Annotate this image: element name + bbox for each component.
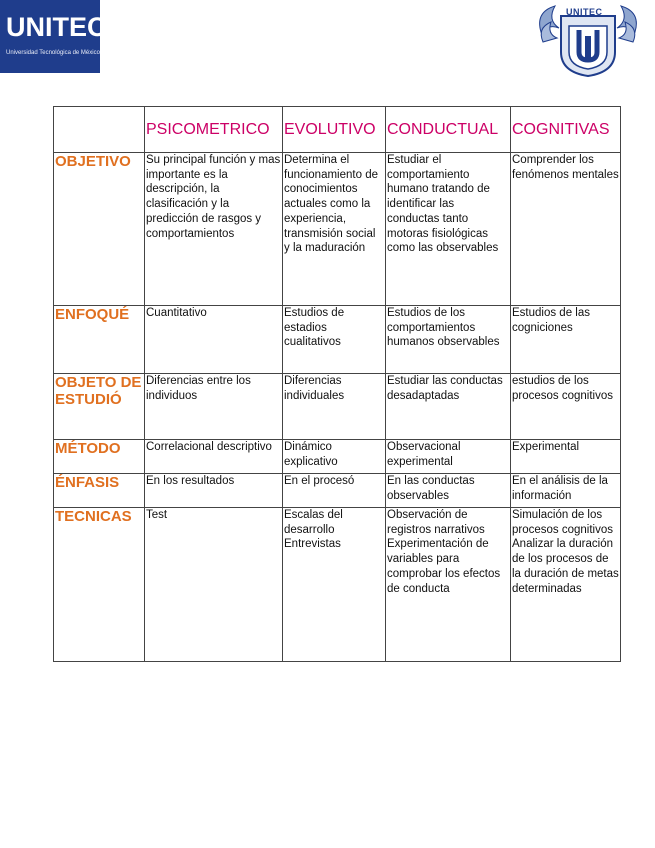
logo-brand-text: UNITEC [6, 12, 107, 42]
table-cell: Estudios de las cogniciones [511, 306, 621, 374]
row-label-tecnicas: TECNICAS [54, 508, 145, 662]
table-row [54, 508, 621, 662]
table-cell: Estudiar las conductas desadaptadas [386, 374, 511, 440]
table-cell: Diferencias individuales [283, 374, 386, 440]
table-cell: Determina el funcionamiento de conocimientos actuales como la experiencia, transmisión social y la maduración [283, 153, 386, 306]
table-row [54, 374, 621, 440]
table-cell: En el procesó [283, 474, 386, 508]
table-cell: Simulación de los procesos cognitivos Analizar la duración de los procesos de la duración de metas determinadas [511, 508, 621, 662]
table-cell: Dinámico explicativo [283, 440, 386, 474]
header-evolutivo: EVOLUTIVO [283, 107, 386, 153]
table-cell: Diferencias entre los individuos [145, 374, 283, 440]
table-cell: Comprender los fenómenos mentales [511, 153, 621, 306]
table-cell: Observación de registros narrativos Experimentación de variables para comprobar los efectos de conducta [386, 508, 511, 662]
table-cell: En los resultados [145, 474, 283, 508]
table-row [54, 440, 621, 474]
comparison-table [53, 106, 621, 662]
table-cell: Estudiar el comportamiento humano tratando de identificar las conductas tanto motoras fisiológicas como las observables [386, 153, 511, 306]
unitec-logo-left [0, 0, 107, 73]
table-cell: Escalas del desarrollo Entrevistas [283, 508, 386, 662]
row-label-enfasis: ÉNFASIS [54, 474, 145, 508]
table-cell: Estudios de estadios cualitativos [283, 306, 386, 374]
header-psicometrico: PSICOMETRICO [145, 107, 283, 153]
unitec-seal-logo [533, 2, 643, 78]
table-row [54, 474, 621, 508]
table-cell: Estudios de los comportamientos humanos observables [386, 306, 511, 374]
row-label-objetivo: OBJETIVO [54, 153, 145, 306]
seal-text: UNITEC [566, 7, 603, 17]
table-header-row [54, 107, 621, 153]
table-cell: estudios de los procesos cognitivos [511, 374, 621, 440]
table-cell: Test [145, 508, 283, 662]
logo-tagline: Universidad Tecnológica de México [6, 50, 100, 56]
header-cognitivas: COGNITIVAS [511, 107, 621, 153]
header-conductual: CONDUCTUAL [386, 107, 511, 153]
row-label-objeto-de-estudio: OBJETO DE ESTUDIÓ [54, 374, 145, 440]
table-cell: En las conductas observables [386, 474, 511, 508]
table-cell: Experimental [511, 440, 621, 474]
table-cell: Cuantitativo [145, 306, 283, 374]
table-row [54, 306, 621, 374]
header-empty-cell [54, 107, 145, 153]
table-cell: En el análisis de la información [511, 474, 621, 508]
table-cell: Su principal función y mas importante es la descripción, la clasificación y la predicción de rasgos y comportamientos [145, 153, 283, 306]
table-cell: Observacional experimental [386, 440, 511, 474]
table-row [54, 153, 621, 306]
row-label-metodo: MÉTODO [54, 440, 145, 474]
row-label-enfoque: ENFOQUÉ [54, 306, 145, 374]
table-cell: Correlacional descriptivo [145, 440, 283, 474]
